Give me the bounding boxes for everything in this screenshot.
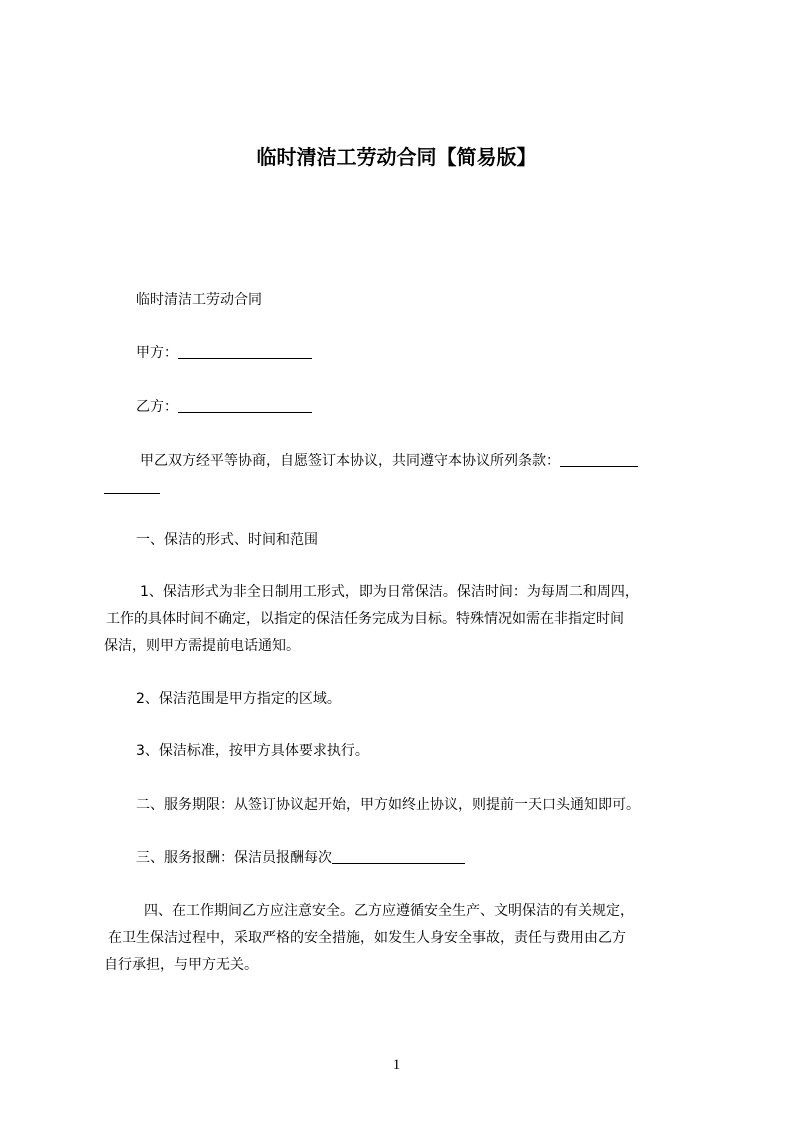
party-a-line [136,340,312,367]
party-a-label: 甲方： [136,345,178,361]
intro-blank-2[interactable] [104,479,160,494]
clause-2: 2、保洁范围是甲方指定的区域。 [136,691,341,707]
intro-line-2 [104,475,160,502]
intro-line-1 [140,448,638,475]
intro-text: 甲乙双方经平等协商，自愿签订本协议，共同遵守本协议所列条款： [140,453,560,469]
section-2: 二、服务期限：从签订协议起开始，甲方如终止协议，则提前一天口头通知即可。 [136,797,640,813]
section-4-line-3: 自行承担，与甲方无关。 [104,957,258,973]
clause-1-line-1: 1、保洁形式为非全日制用工形式，即为日常保洁。保洁时间：为每周二和周四， [140,584,639,600]
section-1-heading: 一、保洁的形式、时间和范围 [136,532,318,548]
section-3-line [136,845,465,872]
party-b-line [136,394,312,421]
clause-3: 3、保洁标准，按甲方具体要求执行。 [136,743,369,759]
fee-blank[interactable] [332,849,465,864]
page-number: 1 [392,1057,401,1073]
clause-1-line-2: 工作的具体时间不确定，以指定的保洁任务完成为目标。特殊情况如需在非指定时间 [106,611,624,627]
party-b-label: 乙方： [136,399,178,415]
party-b-blank[interactable] [178,398,312,413]
party-a-blank[interactable] [178,344,312,359]
document-title: 临时清洁工劳动合同【简易版】 [256,145,537,169]
contract-subtitle: 临时清洁工劳动合同 [136,292,262,308]
intro-blank-1[interactable] [560,452,638,467]
section-3-label: 三、服务报酬：保洁员报酬每次 [136,850,332,866]
clause-1-line-3: 保洁，则甲方需提前电话通知。 [104,638,300,654]
section-4-line-2: 在卫生保洁过程中，采取严格的安全措施，如发生人身安全事故，责任与费用由乙方 [108,930,626,946]
section-4-line-1: 四、在工作期间乙方应注意安全。乙方应遵循安全生产、文明保洁的有关规定， [144,903,634,919]
